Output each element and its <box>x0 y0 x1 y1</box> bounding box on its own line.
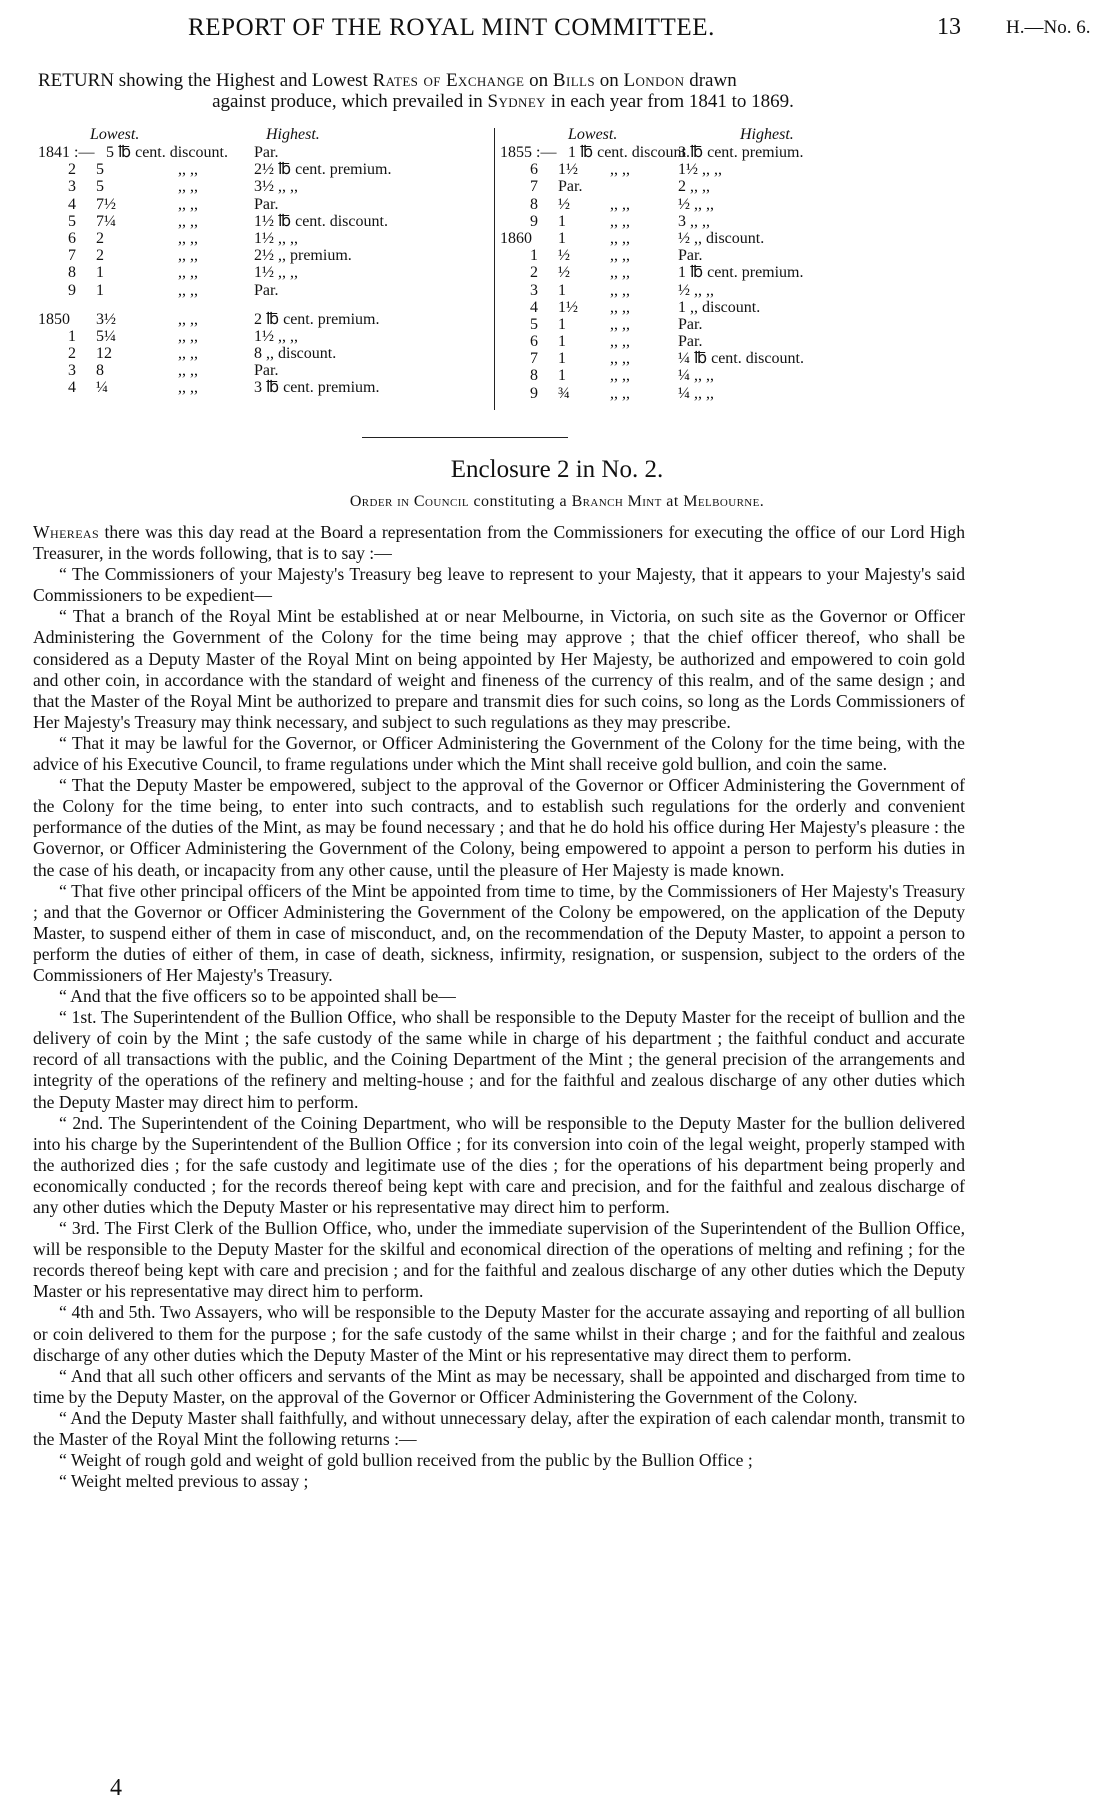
paragraph-text: “ And the Deputy Master shall faithfully, and without unnecessary delay, after the expiration of each calendar month, transmit to the Master of the Royal Mint the following returns :— <box>33 1407 965 1450</box>
rate-ditto: ,, ,, <box>178 229 198 247</box>
rate-year: 1860 <box>500 229 532 247</box>
rate-low: ¾ <box>558 384 570 402</box>
rate-high: Par. <box>254 281 279 299</box>
paragraph-text: “ That the Deputy Master be empowered, subject to the approval of the Governor or Officer Administering the Government of the Colony for the time being, to enter into such contracts, and to establish such regulations for the orderly and convenient performance of the duties of the Mint, as may be found necessary ; and that he do hold his office during Her Majesty's pleasure : the Governor, or Officer Administering the Government of the Colony, being empowered to appoint a person to perform his duties in the case of his death, or incapacity from any other cause, until the pleasure of Her Majesty is made known. <box>33 775 965 880</box>
rate-ditto: ,, ,, <box>610 315 630 333</box>
rate-year: 6 <box>530 333 538 351</box>
rate-high: Par. <box>254 362 279 380</box>
rate-high: 8 ,, discount. <box>254 345 337 363</box>
order-body <box>33 522 965 1492</box>
order-paragraph <box>33 1218 965 1302</box>
rate-high: 3 ,, ,, <box>678 212 710 230</box>
rate-row <box>38 282 493 299</box>
return-title-text: showing the Highest and Lowest <box>114 70 373 91</box>
rate-year: 4 <box>530 298 538 316</box>
rate-high: 2 ℔ cent. premium. <box>254 310 380 328</box>
paragraph-text: “ Weight of rough gold and weight of gold bullion received from the public by the Bullion Office ; <box>59 1450 753 1471</box>
enclosure-heading: Enclosure 2 in No. 2. <box>450 456 664 483</box>
rate-low: 7¼ <box>96 212 116 230</box>
paragraph-text: “ Weight melted previous to assay ; <box>59 1471 309 1492</box>
rate-row <box>500 230 960 247</box>
rate-low: 1 <box>558 281 566 299</box>
rate-year: 5 <box>68 212 76 230</box>
rate-low: ¼ <box>96 379 108 397</box>
rate-year: 9 <box>68 281 76 299</box>
rate-low: 5 <box>96 161 104 179</box>
rate-high: Par. <box>254 144 279 161</box>
rate-ditto: ,, ,, <box>178 362 198 380</box>
rate-high: 1½ ,, ,, <box>254 229 298 247</box>
rate-year: 3 <box>68 362 76 380</box>
rate-high: ½ ,, ,, <box>678 195 714 213</box>
rate-row <box>38 144 493 161</box>
order-paragraph <box>33 1408 965 1450</box>
rate-high: ¼ ,, ,, <box>678 367 714 385</box>
rate-year: 1850 <box>38 310 70 328</box>
order-paragraph <box>33 733 965 775</box>
rate-low: 5 <box>96 178 104 196</box>
paragraph-text: “ And that all such other officers and servants of the Mint as may be necessary, shall be appointed and discharged from time to time by the Deputy Master, on the approval of the Governor or Officer Administering the Government of the Colony. <box>33 1365 965 1407</box>
rate-ditto: ,, ,, <box>178 247 198 265</box>
paragraph-text: “ 3rd. The First Clerk of the Bullion Office, who, under the immediate supervision of the Superintendent of the Bullion Office, will be responsible to the Deputy Master for the skilful and economical direction of the operations of melting and refining ; for the records thereof being kept with care and precision ; and for the faithful and zealous discharge of any other duties which the Deputy Master or his representative may direct him to perform. <box>33 1218 965 1302</box>
rate-low: 7½ <box>96 195 116 213</box>
rate-year: 8 <box>530 195 538 213</box>
rate-low: ½ <box>558 247 570 265</box>
order-paragraph <box>33 606 965 733</box>
rate-year: 6 <box>530 161 538 179</box>
header-highest: Highest. <box>740 126 794 143</box>
order-heading <box>0 493 1114 511</box>
paragraph-text: “ The Commissioners of your Majesty's Treasury beg leave to represent to your Majesty, that it appears to your Majesty's said Commissioners to be expedient— <box>33 564 965 606</box>
rate-ditto: ,, ,, <box>610 264 630 282</box>
paragraph-text: “ 4th and 5th. Two Assayers, who will be responsible to the Deputy Master for the accurate assaying and reporting of all bullion or coin delivered to them for the purpose ; for the safe custody of the same whilst in their charge ; and for the faithful and zealous discharge of any other duties which the Deputy Master of the Mint or his representative may direct them to perform. <box>33 1302 965 1365</box>
rate-ditto: ,, ,, <box>178 281 198 299</box>
rate-ditto: ,, ,, <box>178 212 198 230</box>
order-paragraph <box>33 564 965 606</box>
rate-low: 5 ℔ cent. discount. <box>106 144 228 161</box>
return-title-text: in each year from 1841 to 1869. <box>545 91 794 112</box>
rate-row <box>500 282 960 299</box>
rate-year: 7 <box>530 350 538 368</box>
rate-year: 9 <box>530 212 538 230</box>
order-paragraph <box>33 1007 965 1112</box>
rate-high: 1 ℔ cent. premium. <box>678 264 804 282</box>
rate-low: 2 <box>96 229 104 247</box>
rate-high: Par. <box>678 333 703 351</box>
order-paragraph <box>33 1471 965 1492</box>
return-word: RETURN <box>38 70 114 91</box>
rate-low: 2 <box>96 247 104 265</box>
rate-high: 1½ ,, ,, <box>254 264 298 282</box>
rate-low: 1 <box>558 367 566 385</box>
return-title-text: against produce, which prevailed in <box>212 91 488 112</box>
rate-row <box>500 316 960 333</box>
rate-ditto: ,, ,, <box>178 195 198 213</box>
rate-high: 3 ℔ cent. premium. <box>678 144 804 161</box>
rate-low: 1 <box>558 212 566 230</box>
rate-rows <box>500 144 960 402</box>
branch-mint: Branch Mint <box>571 493 662 510</box>
section-rule <box>362 437 568 438</box>
paragraph-text: there was this day read at the Board a representation from the Commissioners for executing the office of our Lord High Treasurer, in the words following, that is to say :— <box>33 522 965 564</box>
rate-year: 4 <box>68 195 76 213</box>
header-highest: Highest. <box>266 126 320 143</box>
rate-ditto: ,, ,, <box>178 345 198 363</box>
paragraph-text: “ 1st. The Superintendent of the Bullion Office, who shall be responsible to the Deputy Master for the receipt of bullion and the delivery of coin by the Mint ; the safe custody of the same while in charge of his department ; the faithful conduct and accurate record of all transactions with the public, and the Coining Department of the Mint ; the general precision of the arrangements and integrity of the operations of the refinery and melting-house ; and for the faithful and zealous discharge of any other duties which the Deputy Master may direct him to perform. <box>33 1007 965 1112</box>
rate-low: 1 <box>96 281 104 299</box>
rate-high: 1½ ℔ cent. discount. <box>254 212 388 230</box>
rates-column-1855-1869 <box>500 126 960 402</box>
order-paragraph <box>33 1302 965 1365</box>
rate-year: 7 <box>68 247 76 265</box>
rate-year: 7 <box>530 178 538 196</box>
order-paragraph <box>33 522 965 564</box>
rate-high: ¼ ,, ,, <box>678 384 714 402</box>
signature-mark: 4 <box>110 1775 122 1801</box>
order-text: at <box>661 493 684 510</box>
return-title-text: on <box>524 70 553 91</box>
bills: Bills <box>552 70 596 91</box>
rate-row <box>38 264 493 281</box>
rate-year: 1841 :— <box>38 144 95 161</box>
rate-low: 3½ <box>96 310 116 328</box>
rate-year: 1 <box>530 247 538 265</box>
rate-low: 1 <box>558 333 566 351</box>
rate-row <box>500 367 960 384</box>
rate-high: 1½ ,, ,, <box>254 327 298 345</box>
rates-of-exchange: Rates of Exchange <box>372 70 525 91</box>
rate-year: 2 <box>68 345 76 363</box>
rate-year: 8 <box>68 264 76 282</box>
rate-row <box>500 350 960 367</box>
rate-ditto: ,, ,, <box>610 281 630 299</box>
return-title-text: drawn <box>684 70 737 91</box>
rate-ditto: ,, ,, <box>178 161 198 179</box>
rate-row <box>38 311 493 328</box>
rate-high: ½ ,, ,, <box>678 281 714 299</box>
rate-row <box>38 213 493 230</box>
rate-row <box>500 178 960 195</box>
paragraph-text: “ That it may be lawful for the Governor, or Officer Administering the Government of the Colony for the time being, with the advice of his Executive Council, to frame regulations under which the Mint shall receive gold bullion, and coin the same. <box>33 732 965 775</box>
rate-high: Par. <box>678 247 703 265</box>
return-title-line-2 <box>38 91 968 112</box>
order-paragraph <box>33 881 965 986</box>
rate-high: ¼ ℔ cent. discount. <box>678 350 804 368</box>
running-header <box>0 14 1114 48</box>
rate-low: 12 <box>96 345 112 363</box>
paragraph-lead: Whereas <box>33 522 100 542</box>
rate-year: 3 <box>68 178 76 196</box>
rate-ditto: ,, ,, <box>610 298 630 316</box>
column-headers <box>38 126 493 144</box>
rate-ditto: ,, ,, <box>178 264 198 282</box>
rate-high: 1½ ,, ,, <box>678 161 722 179</box>
rate-low: 1 <box>96 264 104 282</box>
rate-row <box>38 247 493 264</box>
rate-ditto: ,, ,, <box>610 229 630 247</box>
rate-year: 5 <box>530 315 538 333</box>
rate-low: 5¼ <box>96 327 116 345</box>
rate-ditto: ,, ,, <box>178 379 198 397</box>
rate-row <box>38 345 493 362</box>
rate-row <box>38 328 493 345</box>
order-paragraph <box>33 775 965 880</box>
rate-row <box>500 161 960 178</box>
rate-rows <box>38 144 493 397</box>
order-text: constituting a <box>468 493 572 510</box>
rate-row <box>38 230 493 247</box>
rate-year: 4 <box>68 379 76 397</box>
rate-year: 1855 :— <box>500 144 557 161</box>
return-title-text: on <box>595 70 624 91</box>
rate-year: 2 <box>68 161 76 179</box>
rate-low: 1 <box>558 229 566 247</box>
rate-high: 2½ ,, premium. <box>254 247 352 265</box>
paragraph-text: “ 2nd. The Superintendent of the Coining Department, who will be responsible to the Deputy Master for the bullion delivered into his charge by the Superintendent of the Bullion Office ; for its conversion into coin of the legal weight, properly stamped with the authorized dies ; for the safe custody and legitimate use of the dies ; for the operations of his department being properly and economically conducted ; for the records thereof being kept with care and precision, and for the faithful and zealous discharge of any other duties which the Deputy Master or his representative may direct him to perform. <box>33 1112 965 1217</box>
rate-ditto: ,, ,, <box>610 247 630 265</box>
column-divider <box>494 128 495 410</box>
header-lowest: Lowest. <box>568 126 618 143</box>
rate-low: 1 ℔ cent. discount. <box>568 144 690 161</box>
rate-row <box>38 178 493 195</box>
header-lowest: Lowest. <box>90 126 140 143</box>
rate-year: 2 <box>530 264 538 282</box>
rate-row <box>38 379 493 396</box>
return-title <box>38 70 968 112</box>
order-paragraph <box>33 1450 965 1471</box>
rate-row <box>500 144 960 161</box>
paragraph-text: “ That a branch of the Royal Mint be established at or near Melbourne, in Victoria, on such site as the Governor or Officer Administering the Government of the Colony for the time being may approve ; that the chief officer thereof, who shall be considered as a Deputy Master of the Royal Mint on being appointed by Her Majesty, be authorized and empowered to coin gold and other coin, in accordance with the standard of weight and fineness of the currency of this realm, and of the same design ; and that the Master of the Royal Mint be authorized to prepare and transmit dies for such coins, so long as the Lords Commissioners of Her Majesty's Treasury may think necessary, and subject to such regulations as they may prescribe. <box>33 606 965 732</box>
rate-high: 3 ℔ cent. premium. <box>254 379 380 397</box>
rate-high: ½ ,, discount. <box>678 229 765 247</box>
sydney: Sydney <box>487 91 546 112</box>
rate-ditto: ,, ,, <box>610 367 630 385</box>
rate-row <box>38 362 493 379</box>
order-paragraph <box>33 1366 965 1408</box>
paragraph-text: “ That five other principal officers of the Mint be appointed from time to time, by the Commissioners of Her Majesty's Treasury ; and that the Governor or Officer Administering the Government of the Colony be empowered, on the application of the Deputy Master, to suspend either of them in case of misconduct, and, on the recommendation of the Deputy Master, to appoint a person to perform the duties of either of them, in case of death, sickness, infirmity, resignation, or suspension, subject to the orders of the Commissioners of Her Majesty's Treasury. <box>33 880 965 985</box>
rate-ditto: ,, ,, <box>610 384 630 402</box>
melbourne: Melbourne. <box>683 493 765 510</box>
rate-row <box>500 247 960 264</box>
rate-ditto: ,, ,, <box>610 212 630 230</box>
rate-row <box>500 264 960 281</box>
rate-ditto: ,, ,, <box>178 327 198 345</box>
rate-ditto: ,, ,, <box>610 161 630 179</box>
rate-row <box>38 161 493 178</box>
rate-low: 1 <box>558 350 566 368</box>
rate-high: Par. <box>678 315 703 333</box>
london: London <box>623 70 685 91</box>
rate-ditto: ,, ,, <box>610 350 630 368</box>
rate-ditto: ,, ,, <box>610 195 630 213</box>
rate-low: Par. <box>558 178 583 196</box>
order-paragraph <box>33 986 965 1007</box>
order-in-council: Order in Council <box>349 493 469 510</box>
rate-low: 1½ <box>558 161 578 179</box>
rate-row <box>500 196 960 213</box>
exchange-rates-table <box>38 126 918 416</box>
document-reference: H.—No. 6. <box>1006 17 1091 38</box>
rate-year: 8 <box>530 367 538 385</box>
order-paragraph <box>33 1113 965 1218</box>
rate-row <box>500 385 960 402</box>
rate-high: 1 ,, discount. <box>678 298 761 316</box>
rate-low: 1 <box>558 315 566 333</box>
rate-ditto: ,, ,, <box>610 333 630 351</box>
rates-column-1841-1854 <box>38 126 493 397</box>
paragraph-text: “ And that the five officers so to be appointed shall be— <box>59 986 456 1007</box>
rate-low: ½ <box>558 195 570 213</box>
rate-low: ½ <box>558 264 570 282</box>
rate-low: 1½ <box>558 298 578 316</box>
page-number: 13 <box>937 14 961 40</box>
rate-year: 1 <box>68 327 76 345</box>
rate-row <box>38 196 493 213</box>
rate-high: 2 ,, ,, <box>678 178 710 196</box>
rate-row <box>500 213 960 230</box>
rate-ditto: ,, ,, <box>178 310 198 328</box>
column-headers <box>500 126 960 144</box>
rate-year: 6 <box>68 229 76 247</box>
rate-row <box>500 299 960 316</box>
rate-year: 3 <box>530 281 538 299</box>
rate-row <box>500 333 960 350</box>
rate-high: 3½ ,, ,, <box>254 178 298 196</box>
rate-year: 9 <box>530 384 538 402</box>
rate-high: 2½ ℔ cent. premium. <box>254 161 392 179</box>
rate-high: Par. <box>254 195 279 213</box>
rate-ditto: ,, ,, <box>178 178 198 196</box>
running-title: REPORT OF THE ROYAL MINT COMMITTEE. <box>188 14 715 41</box>
rate-low: 8 <box>96 362 104 380</box>
